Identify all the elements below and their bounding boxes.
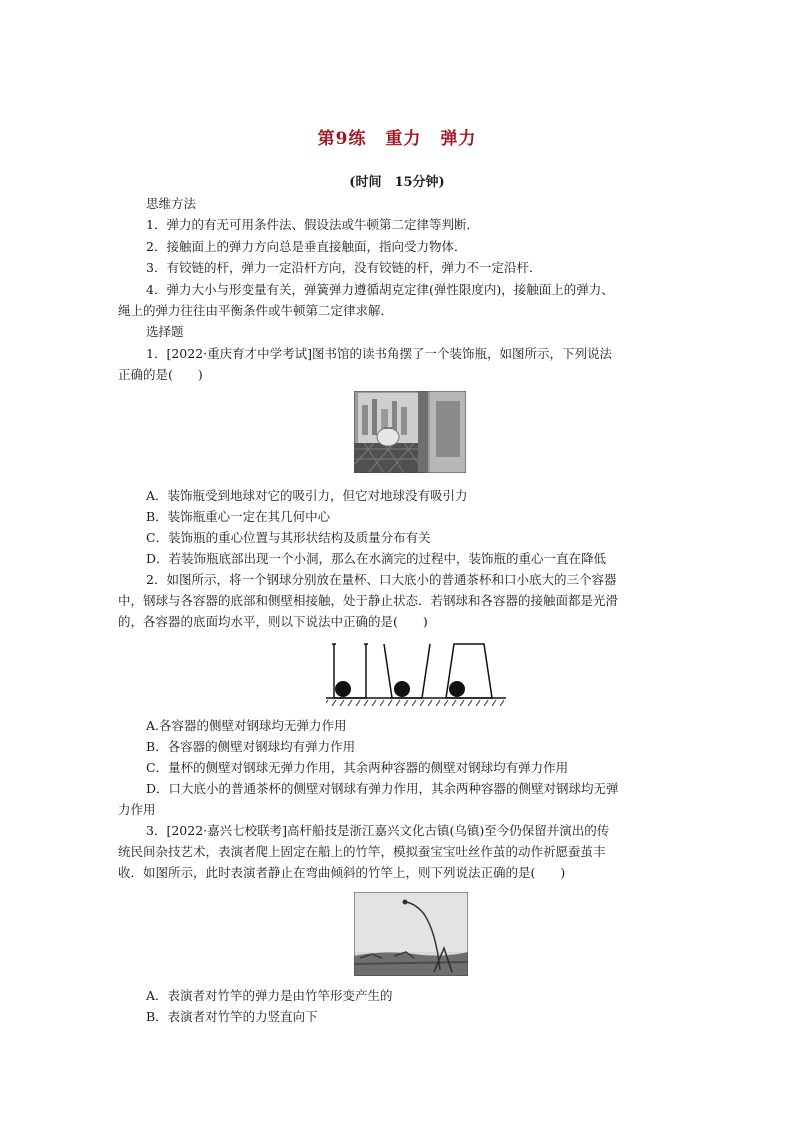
question-2-option-a: A.各容器的侧壁对钢球均无弹力作用 [146, 718, 347, 733]
question-1-option-c: C．装饰瓶的重心位置与其形状结构及质量分布有关 [146, 530, 431, 545]
question-2-option-d-cont: 力作用 [118, 802, 156, 817]
question-3-option-a: A．表演者对竹竿的弹力是由竹竿形变产生的 [146, 988, 393, 1003]
question-3-text: 统民间杂技艺术，表演者爬上固定在船上的竹竿，模拟蚕宝宝吐丝作茧的动作祈愿蚕茧丰 [118, 844, 606, 859]
question-1-option-a: A．装饰瓶受到地球对它的吸引力，但它对地球没有吸引力 [146, 488, 468, 503]
question-2-option-b: B．各容器的侧壁对钢球均有弹力作用 [146, 739, 356, 754]
method-item: 1．弹力的有无可用条件法、假设法或牛顿第二定律等判断． [146, 217, 479, 232]
title-number: 第9练 [317, 129, 367, 149]
question-1-option-d: D．若装饰瓶底部出现一个小洞，那么在水滴完的过程中，装饰瓶的重心一直在降低 [146, 551, 607, 566]
three-containers-diagram [326, 640, 506, 706]
time-note: (时间 15分钟) [349, 175, 445, 190]
method-heading: 思维方法 [146, 196, 197, 211]
title-topic-elastic: 弹力 [440, 129, 477, 149]
question-2-option-c: C．量杯的侧壁对钢球无弹力作用，其余两种容器的侧壁对钢球均有弹力作用 [146, 760, 569, 775]
question-3-text: 3．[2022·嘉兴七校联考]高杆船技是浙江嘉兴文化古镇(乌镇)至今仍保留并演出的传 [146, 823, 610, 838]
question-1-text: 1．[2022·重庆育才中学考试]图书馆的读书角摆了一个装饰瓶，如图所示，下列说法 [146, 346, 612, 361]
question-2-text: 2．如图所示，将一个钢球分别放在量杯、口大底小的普通茶杯和口小底大的三个容器 [146, 572, 617, 587]
question-3-text: 收．如图所示，此时表演者静止在弯曲倾斜的竹竿上，则下列说法正确的是( ) [118, 865, 566, 880]
question-1-option-b: B．装饰瓶重心一定在其几何中心 [146, 509, 331, 524]
title-topic-gravity: 重力 [385, 129, 422, 149]
method-item: 3．有铰链的杆，弹力一定沿杆方向，没有铰链的杆，弹力不一定沿杆． [146, 260, 542, 275]
method-item: 4．弹力大小与形变量有关，弹簧弹力遵循胡克定律(弹性限度内)，接触面上的弹力、 [146, 282, 614, 297]
question-3-option-b: B．表演者对竹竿的力竖直向下 [146, 1009, 318, 1024]
page-title [0, 124, 794, 149]
question-1-text: 正确的是( ) [118, 367, 203, 382]
decor-vase-photo [354, 391, 466, 473]
bamboo-pole-photo [354, 892, 468, 976]
method-item: 2．接触面上的弹力方向总是垂直接触面，指向受力物体． [146, 239, 467, 254]
method-item: 绳上的弹力往往由平衡条件或牛顿第二定律求解． [118, 303, 394, 318]
question-2-text: 的，各容器的底面均水平，则以下说法中正确的是( ) [118, 614, 428, 629]
choice-heading: 选择题 [146, 324, 184, 339]
question-2-option-d: D．口大底小的普通茶杯的侧壁对钢球有弹力作用，其余两种容器的侧壁对钢球均无弹 [146, 781, 619, 796]
question-2-text: 中，钢球与各容器的底部和侧壁相接触，处于静止状态．若钢球和各容器的接触面都是光滑 [118, 593, 619, 608]
